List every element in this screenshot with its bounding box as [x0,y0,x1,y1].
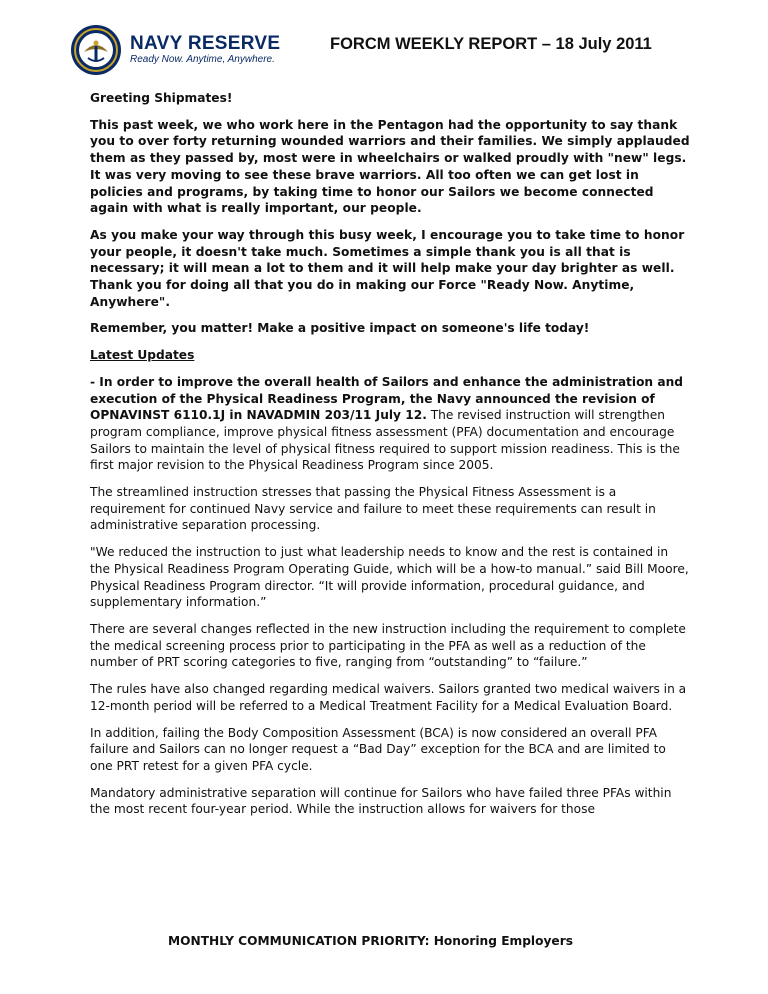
logo-tagline: Ready Now. Anytime, Anywhere. [130,54,275,65]
paragraph-pentagon: This past week, we who work here in the Pentagon had the opportunity to say thank you to over forty returning wounded warriors and their families. We simply applauded them as they passed by, most were in wheelchairs or walked proudly with "new" legs. It was very moving to see these brave warriors. All too often we can get lost in policies and programs, by taking time to honor our Sailors we become connected again with what is really important, our people. [90,117,690,216]
navy-reserve-logo [70,22,292,78]
navy-seal-icon [70,24,122,76]
update-lead: - In order to improve the overall health of Sailors and enhance the administration and execution of the Physical Readiness Program, the Navy announced the revision of OPNAVINST 6110.1J in NAVADMIN 203/11 July 12. [90,374,683,423]
paragraph-remember: Remember, you matter! Make a positive impact on someone's life today! [90,321,590,336]
footer-priority: MONTHLY COMMUNICATION PRIORITY: Honoring Employers [168,934,573,948]
report-body [90,90,690,828]
paragraph-mandatory-separation: Mandatory administrative separation will continue for Sailors who have failed three PFAs within the most recent four-year period. While the instruction allows for waivers for those [90,785,672,817]
greeting: Greeting Shipmates! [90,91,233,105]
paragraph-medical-waivers: The rules have also changed regarding medical waivers. Sailors granted two medical waivers in a 12-month period will be referred to a Medical Treatment Facility for a Medical Evaluation Board. [90,682,687,713]
paragraph-encourage: As you make your way through this busy week, I encourage you to take time to honor your people, it doesn't take much. Sometimes a simple thank you is all that is necessary; it will mean a lot to them and it will help make your day brighter as well. Thank you for doing all that you do in making our Force "Ready Now. Anytime, Anywhere". [90,227,685,309]
paragraph-quote: "We reduced the instruction to just what leadership needs to know and the rest is contained in the Physical Readiness Program Operating Guide, which will be a how-to manual.” said Bill Moore, Physical Readiness Program director. “It will provide information, procedural guidance, and supplementary information.” [90,545,689,610]
update-detail: The revised instruction will strengthen program compliance, improve physical fitness assessment (PFA) documentation and encourage Sailors to maintain the level of physical fitness required to support mission readiness. This is the first major revision to the Physical Readiness Program since 2005. [90,408,680,473]
paragraph-changes: There are several changes reflected in the new instruction including the requirement to complete the medical screening process prior to participating in the PFA as well as a reduction of the number of PRT scoring categories to five, ranging from “outstanding” to “failure.” [90,621,686,670]
paragraph-streamlined: The streamlined instruction stresses that passing the Physical Fitness Assessment is a requirement for continued Navy service and failure to meet these requirements can result in administrative separation processing. [90,485,656,533]
updates-heading: Latest Updates [90,348,195,363]
update-physical-readiness [90,374,690,474]
paragraph-bca: In addition, failing the Body Composition Assessment (BCA) is now considered an overall PFA failure and Sailors can no longer request a “Bad Day” exception for the BCA and are limited to one PRT retest for a given PFA cycle. [90,725,666,773]
report-title: FORCM WEEKLY REPORT – 18 July 2011 [330,35,652,53]
logo-name: NAVY RESERVE [130,33,281,54]
